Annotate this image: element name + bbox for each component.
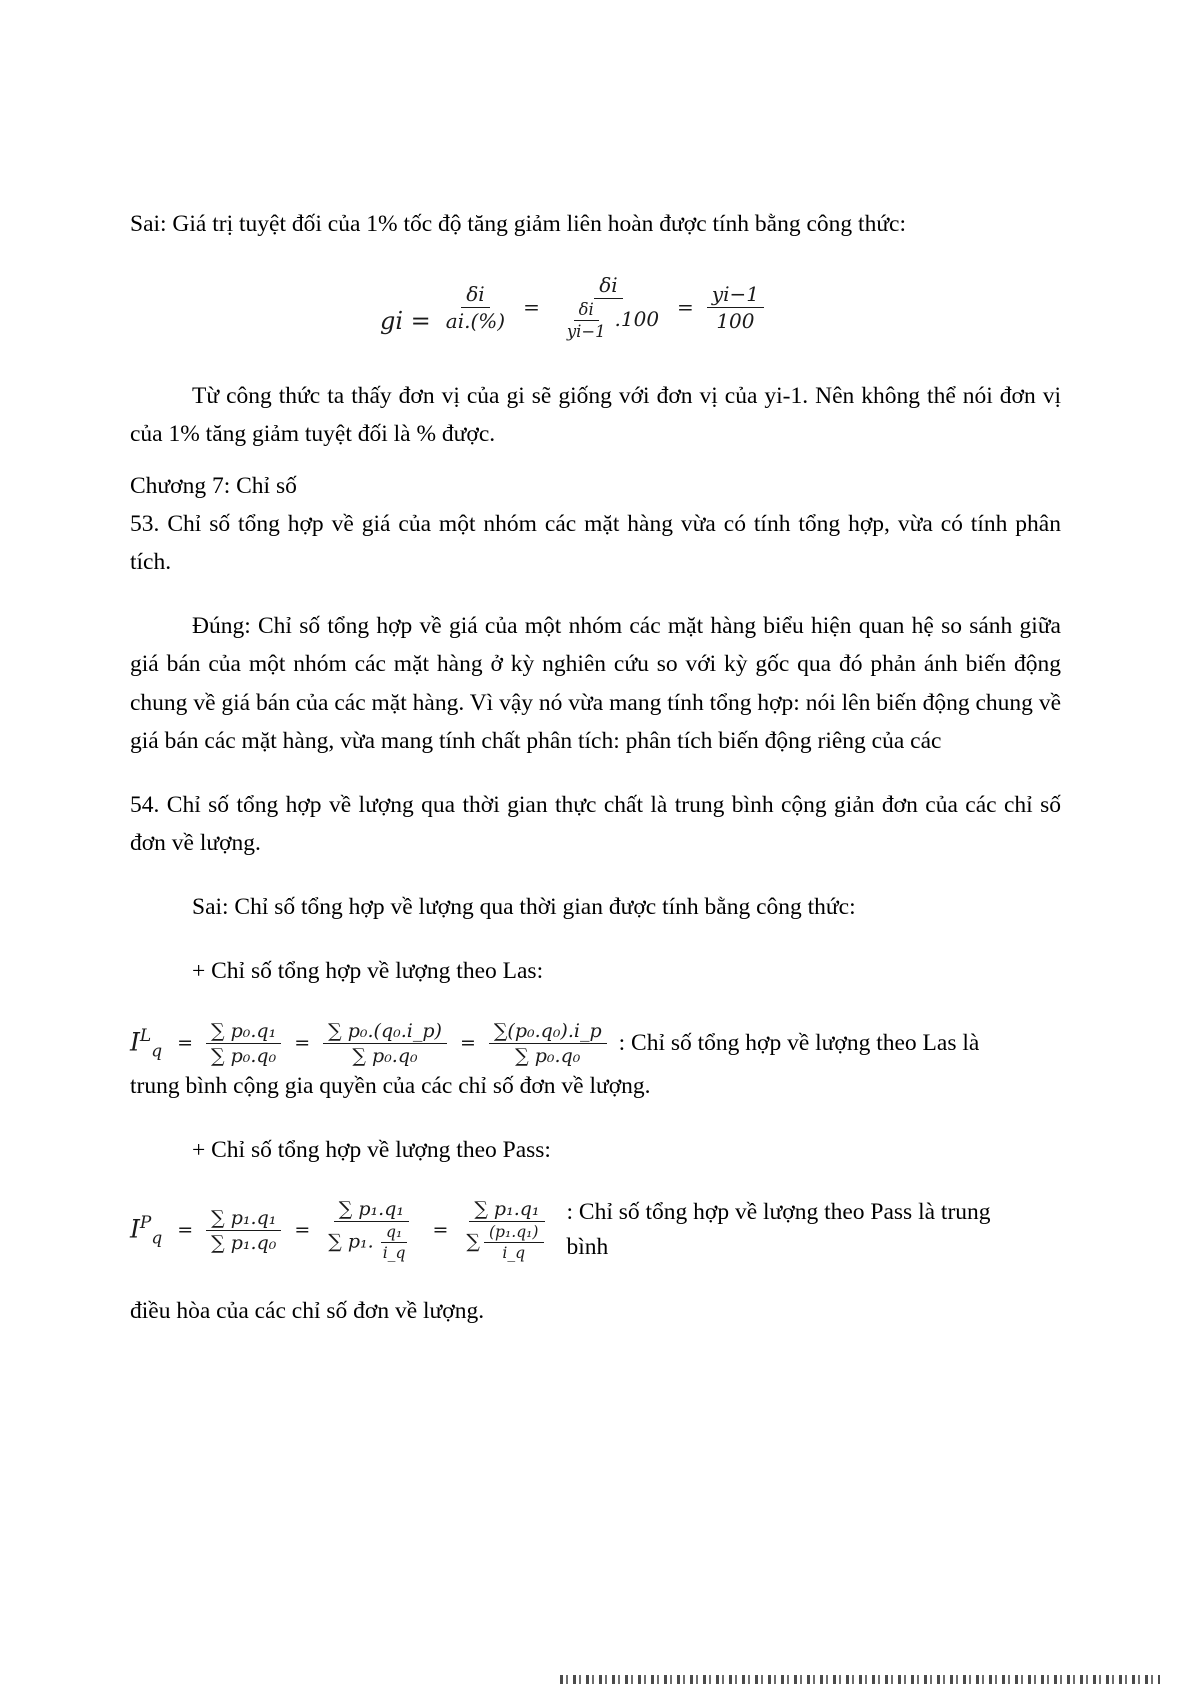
term1-numerator: δi bbox=[461, 282, 489, 308]
pass-equals-2: = bbox=[294, 1219, 311, 1242]
formula-gi-lhs: gi = bbox=[380, 307, 431, 336]
las-term1-numerator: ∑ p₀.q₁ bbox=[206, 1020, 281, 1044]
formula-gi-term1 bbox=[441, 282, 510, 333]
pass-term2-denominator bbox=[323, 1222, 419, 1262]
pass-term3-numerator: ∑ p₁.q₁ bbox=[469, 1198, 544, 1222]
las-term3-denominator: ∑ p₀.q₀ bbox=[515, 1044, 581, 1067]
term2-numerator: δi bbox=[594, 273, 622, 299]
term2-denominator bbox=[553, 299, 664, 341]
pass-label: + Chỉ số tổng hợp về lượng theo Pass: bbox=[192, 1136, 551, 1163]
las-symbol: I bbox=[130, 1027, 140, 1057]
las-term2 bbox=[323, 1020, 447, 1067]
formula-pass-lhs bbox=[130, 1213, 162, 1248]
pass-term3-nested-num: (p₁.q₁) bbox=[484, 1223, 544, 1243]
pass-term3-nested bbox=[484, 1223, 544, 1262]
las-equals-2: = bbox=[294, 1032, 311, 1055]
las-term1 bbox=[206, 1020, 281, 1067]
pass-symbol: I bbox=[130, 1213, 140, 1243]
term2-multiplier: .100 bbox=[614, 307, 660, 332]
las-equals-3: = bbox=[459, 1032, 476, 1055]
pass-term1-numerator: ∑ p₁.q₁ bbox=[206, 1207, 281, 1231]
las-term3 bbox=[489, 1020, 607, 1067]
pass-superscript: P bbox=[139, 1212, 152, 1233]
pass-nested-den: i_q bbox=[382, 1244, 406, 1263]
question-54: 54. Chỉ số tổng hợp về lượng qua thời gian thực chất là trung bình cộng giản đơn của các chỉ số đơn về lượng. bbox=[130, 791, 1061, 856]
pass-term3-nested-den: i_q bbox=[502, 1244, 526, 1263]
term3-denominator: 100 bbox=[716, 308, 755, 333]
pass-equals-3: = bbox=[432, 1219, 449, 1242]
answer-54: Sai: Chỉ số tổng hợp về lượng qua thời gian được tính bằng công thức: bbox=[192, 893, 856, 920]
pass-subscript: q bbox=[151, 1227, 163, 1248]
pass-term2-numerator: ∑ p₁.q₁ bbox=[334, 1198, 409, 1222]
pass-term1-denominator: ∑ p₁.q₀ bbox=[211, 1231, 277, 1254]
pass-tail-text: : Chỉ số tổng hợp về lượng theo Pass là trung bình bbox=[566, 1199, 991, 1261]
pass-term2-den-base: ∑ p₁. bbox=[328, 1230, 374, 1253]
formula-las bbox=[130, 1020, 1061, 1067]
las-subscript: q bbox=[151, 1041, 163, 1062]
term3-numerator: yi−1 bbox=[707, 282, 764, 308]
term2-nested-fraction bbox=[562, 300, 611, 341]
pass-term3 bbox=[461, 1198, 552, 1262]
pass-after-text: điều hòa của các chỉ số đơn về lượng. bbox=[130, 1297, 485, 1324]
equals-sign-2: = bbox=[677, 295, 694, 320]
nested-numerator: δi bbox=[574, 300, 599, 321]
formula-las-lhs bbox=[130, 1026, 162, 1061]
las-tail-text: : Chỉ số tổng hợp về lượng theo Las là bbox=[618, 1029, 980, 1056]
las-superscript: L bbox=[139, 1025, 152, 1046]
las-term2-denominator: ∑ p₀.q₀ bbox=[352, 1044, 418, 1067]
answer-53: Đúng: Chỉ số tổng hợp về giá của một nhóm các mặt hàng biểu hiện quan hệ so sánh giữa giá bán của một nhóm các mặt hàng ở kỳ nghiên cứu so với kỳ gốc qua đó phản ánh biến động chung về giá bán của các mặt hàng. Vì vậy nó vừa mang tính tổng hợp: nói lên biến động chung về giá bán các mặt hàng, vừa mang tính chất phân tích: phân tích biến động riêng của các bbox=[130, 613, 1061, 754]
footer-noise-bar bbox=[560, 1675, 1160, 1684]
las-label: + Chỉ số tổng hợp về lượng theo Las: bbox=[192, 957, 544, 984]
pass-term2-nested bbox=[378, 1223, 411, 1262]
formula-gi-term3 bbox=[707, 282, 764, 333]
chapter-heading: Chương 7: Chỉ số bbox=[130, 473, 297, 500]
pass-equals-1: = bbox=[177, 1219, 194, 1242]
equals-sign-1: = bbox=[523, 295, 540, 320]
formula-gi-term2 bbox=[553, 273, 664, 341]
las-term3-numerator: ∑(p₀.q₀).i_p bbox=[489, 1020, 607, 1044]
footer-artifact bbox=[0, 1675, 1191, 1685]
las-equals-1: = bbox=[177, 1032, 193, 1055]
term1-denominator: ai.(%) bbox=[445, 308, 506, 333]
formula-pass bbox=[130, 1195, 1061, 1266]
paragraph-tu-cong-thuc: Từ công thức ta thấy đơn vị của gi sẽ giống với đơn vị của yi-1. Nên không thể nói đơn vị của 1% tăng giảm tuyệt đối là % được. bbox=[130, 383, 1061, 448]
pass-term3-den-base: ∑ bbox=[466, 1230, 480, 1253]
las-after-text: trung bình cộng gia quyền của các chỉ số đơn về lượng. bbox=[130, 1072, 651, 1099]
las-term2-numerator: ∑ p₀.(q₀.i_p) bbox=[323, 1020, 447, 1044]
nested-denominator: yi−1 bbox=[566, 322, 606, 342]
pass-term3-denominator bbox=[461, 1222, 552, 1262]
paragraph-sai-intro: Sai: Giá trị tuyệt đối của 1% tốc độ tăng giảm liên hoàn được tính bằng công thức: bbox=[130, 211, 907, 237]
las-term1-denominator: ∑ p₀.q₀ bbox=[211, 1044, 277, 1067]
pass-term1 bbox=[206, 1207, 281, 1254]
question-53: 53. Chỉ số tổng hợp về giá của một nhóm các mặt hàng vừa có tính tổng hợp, vừa có tính phân tích. bbox=[130, 511, 1061, 576]
pass-term2 bbox=[323, 1198, 419, 1262]
formula-gi bbox=[130, 273, 1061, 341]
pass-nested-num: q₁ bbox=[381, 1223, 407, 1243]
